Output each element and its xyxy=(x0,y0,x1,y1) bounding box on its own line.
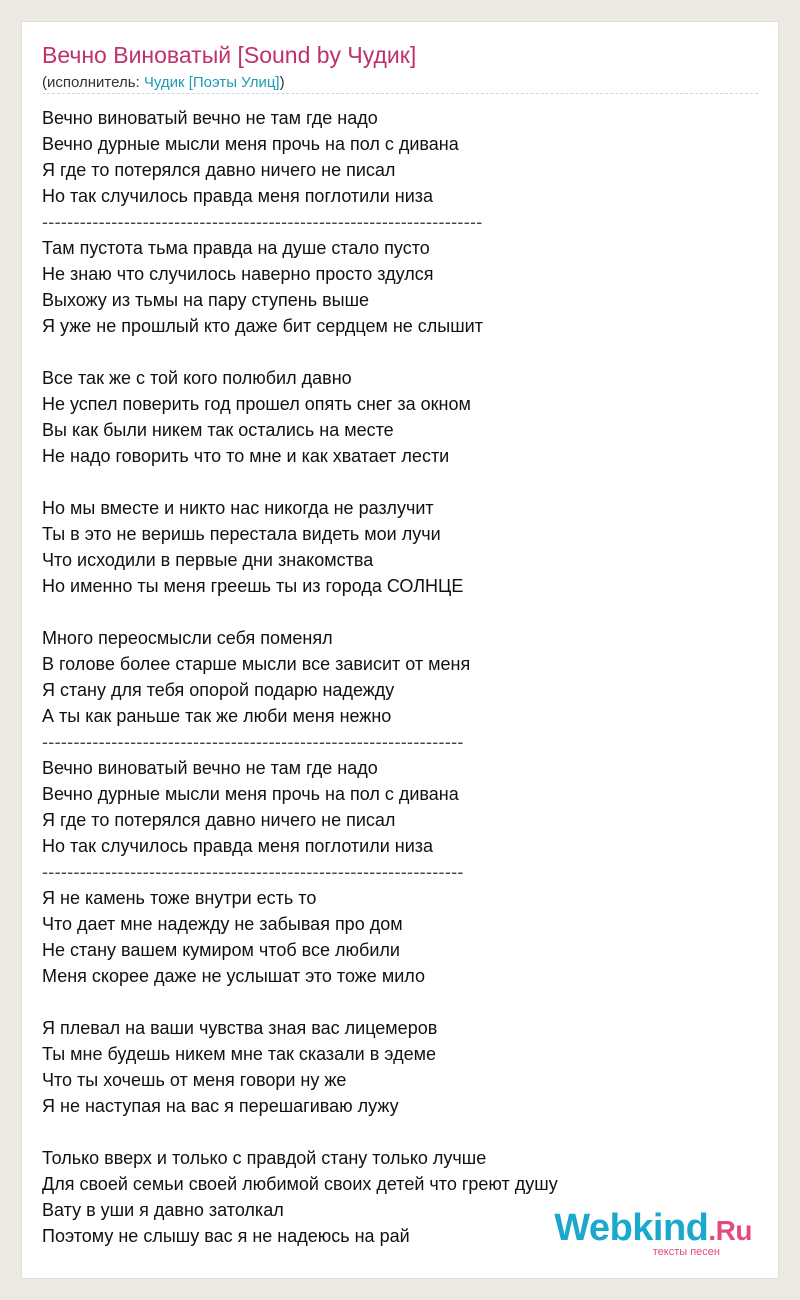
lyrics-line: В голове более старше мысли все зависит от меня xyxy=(42,654,471,674)
artist-prefix: (исполнитель: xyxy=(42,74,144,91)
lyrics-line: Вечно виноватый вечно не там где надо xyxy=(42,108,378,128)
lyrics-line: Там пустота тьма правда на душе стало пусто xyxy=(42,238,430,258)
artist-line xyxy=(42,74,285,91)
lyrics-divider-line: ------------------------------------------------------------------- xyxy=(42,732,464,752)
lyrics-line: Выхожу из тьмы на пару ступень выше xyxy=(42,290,370,310)
lyrics-line: Я не камень тоже внутри есть то xyxy=(42,888,317,908)
lyrics-blank-line xyxy=(42,469,558,495)
lyrics-line: Но мы вместе и никто нас никогда не разлучит xyxy=(42,498,434,518)
lyrics-line: Я плевал на ваши чувства зная вас лицемеров xyxy=(42,1018,438,1038)
logo-tagline: тексты песен xyxy=(652,1246,720,1258)
lyrics-blank-line xyxy=(42,989,558,1015)
lyrics-line: Вы как были никем так остались на месте xyxy=(42,420,394,440)
lyrics-line: Вечно виноватый вечно не там где надо xyxy=(42,758,378,778)
lyrics-line: Для своей семьи своей любимой своих детей что греют душу xyxy=(42,1174,558,1194)
lyrics-line: Что дает мне надежду не забывая про дом xyxy=(42,914,403,934)
lyrics-line: Вату в уши я давно затолкал xyxy=(42,1200,284,1220)
lyrics-line: Я стану для тебя опорой подарю надежду xyxy=(42,680,395,700)
lyrics-line: А ты как раньше так же люби меня нежно xyxy=(42,706,392,726)
lyrics-line: Что исходили в первые дни знакомства xyxy=(42,550,374,570)
lyrics-line: Что ты хочешь от меня говори ну же xyxy=(42,1070,347,1090)
logo-name: Webkind xyxy=(554,1207,709,1249)
artist-link[interactable]: Чудик [Поэты Улиц] xyxy=(143,74,280,91)
site-logo[interactable] xyxy=(554,1209,752,1258)
lyrics-line: Вечно дурные мысли меня прочь на пол с дивана xyxy=(42,134,459,154)
lyrics-line: Я не наступая на вас я перешагиваю лужу xyxy=(42,1096,399,1116)
lyrics-line: Не знаю что случилось наверно просто здулся xyxy=(42,264,434,284)
lyrics-line: Ты мне будешь никем мне так сказали в эдеме xyxy=(42,1044,436,1064)
lyrics-line: Я уже не прошлый кто даже бит сердцем не слышит xyxy=(42,316,483,336)
lyrics-line: Не стану вашем кумиром чтоб все любили xyxy=(42,940,400,960)
lyrics-divider-line: ------------------------------------------------------------------- xyxy=(42,862,464,882)
lyrics-line: Вечно дурные мысли меня прочь на пол с дивана xyxy=(42,784,459,804)
lyrics-blank-line xyxy=(42,339,558,365)
lyrics-line: Не успел поверить год прошел опять снег за окном xyxy=(42,394,471,414)
lyrics-line: Не надо говорить что то мне и как хватает лести xyxy=(42,446,450,466)
logo-tld: .Ru xyxy=(708,1215,752,1246)
lyrics-text xyxy=(42,105,558,1249)
lyrics-line: Меня скорее даже не услышат это тоже мило xyxy=(42,966,425,986)
lyrics-line: Поэтому не слышу вас я не надеюсь на рай xyxy=(42,1226,410,1246)
lyrics-line: Только вверх и только с правдой стану только лучше xyxy=(42,1148,487,1168)
header-divider xyxy=(42,93,758,94)
lyrics-line: Ты в это не веришь перестала видеть мои лучи xyxy=(42,524,441,544)
lyrics-line: Много переосмысли себя поменял xyxy=(42,628,333,648)
lyrics-line: Но так случилось правда меня поглотили низа xyxy=(42,836,434,856)
lyrics-line: Я где то потерялся давно ничего не писал xyxy=(42,810,396,830)
lyrics-divider-line: ---------------------------------------------------------------------- xyxy=(42,212,483,232)
artist-suffix: ) xyxy=(279,74,285,91)
lyrics-blank-line xyxy=(42,1119,558,1145)
lyrics-line: Я где то потерялся давно ничего не писал xyxy=(42,160,396,180)
lyrics-card xyxy=(22,22,778,1278)
lyrics-line: Но так случилось правда меня поглотили низа xyxy=(42,186,434,206)
song-title: Вечно Виноватый [Sound by Чудик] xyxy=(42,42,417,68)
lyrics-blank-line xyxy=(42,599,558,625)
lyrics-line: Но именно ты меня греешь ты из города СОЛНЦЕ xyxy=(42,576,464,596)
lyrics-line: Все так же с той кого полюбил давно xyxy=(42,368,352,388)
